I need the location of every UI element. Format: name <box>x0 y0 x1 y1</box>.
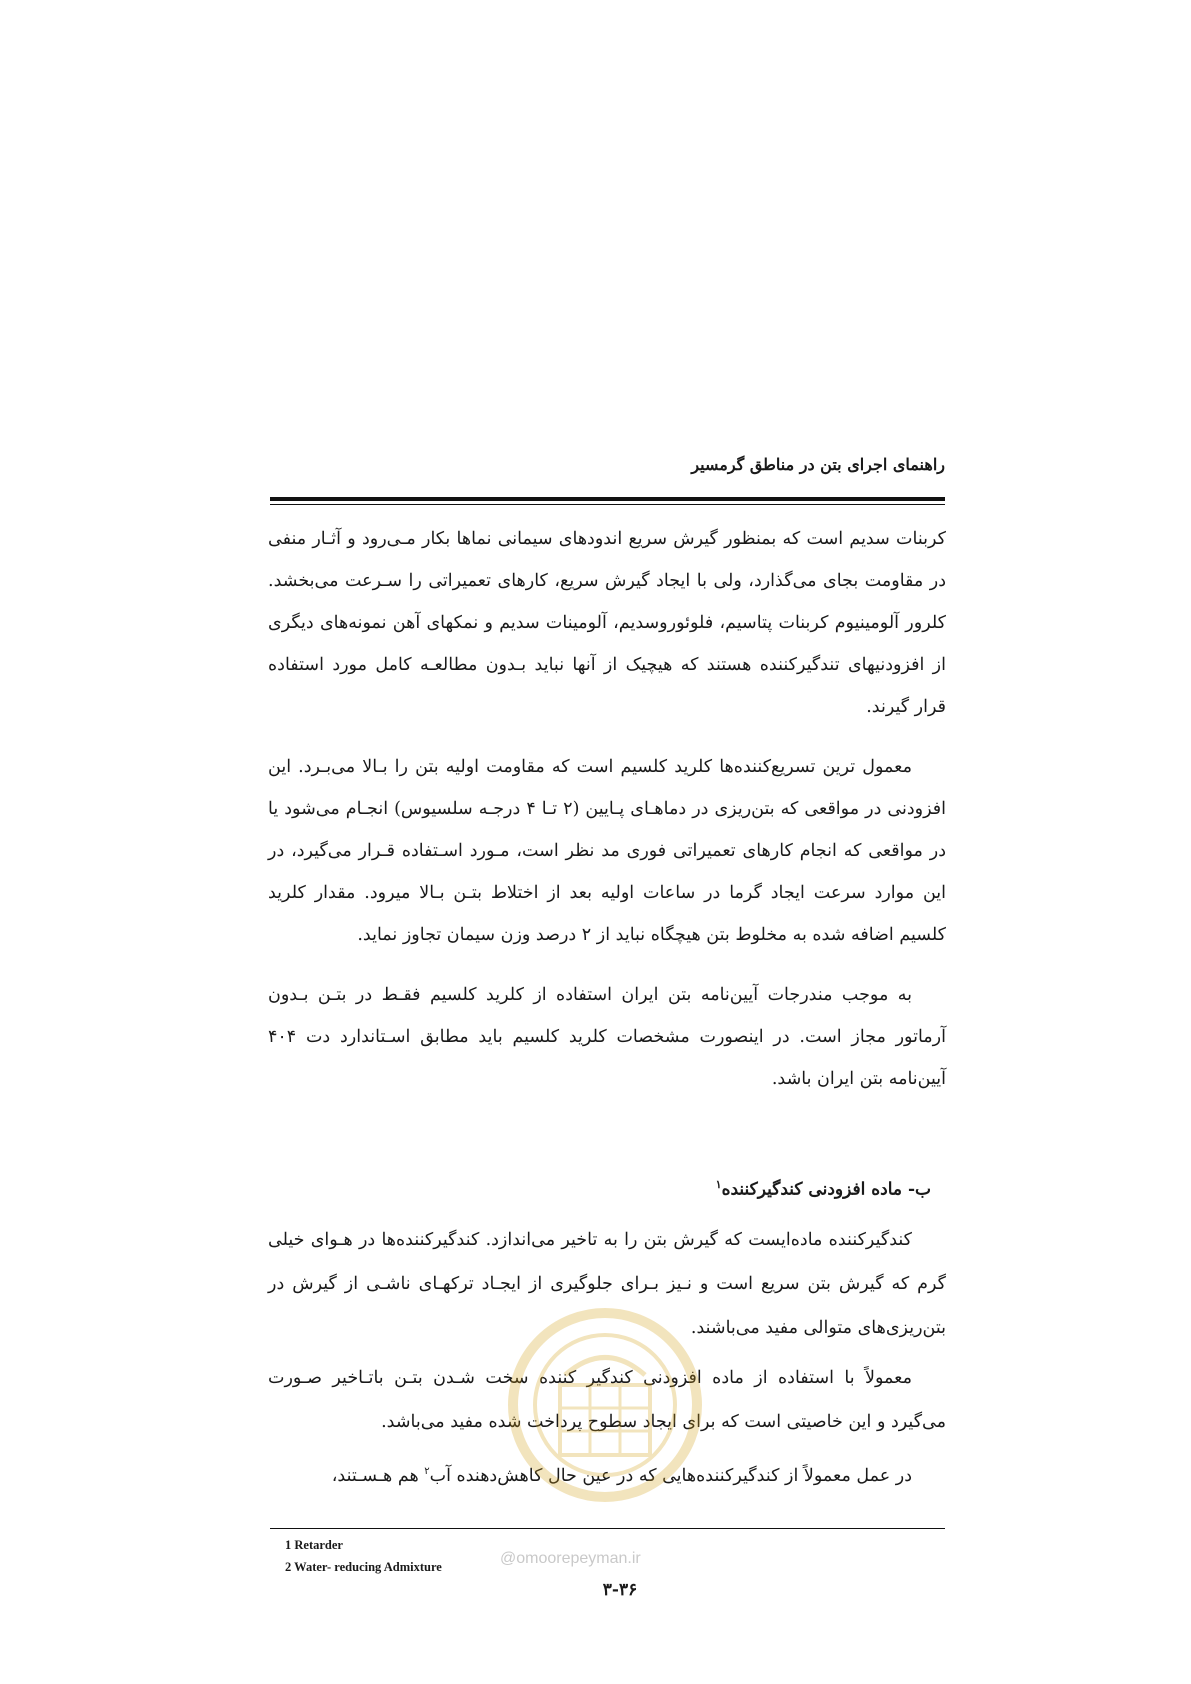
header-rule-thick <box>270 497 945 501</box>
footnote-1: 1 Retarder <box>285 1538 343 1552</box>
section-heading-text: ب- ماده افزودنی کندگیرکننده <box>721 1179 931 1200</box>
paragraph-retarder-finishing: معمولاً با استفاده از ماده افزودنی کندگیر کننده سخت شـدن بتـن باتـاخیر صـورت می‌گیرد و این خاصیتی است که برای ایجاد سطوح پرداخت شده مفید می‌باشد. <box>268 1368 946 1432</box>
footnotes <box>285 1534 442 1578</box>
watermark-url: @omoorepeyman.ir <box>500 1550 641 1567</box>
paragraph-sodium-carbonate: کربنات سدیم است که بمنظور گیرش سریع اندودهای سیمانی نماها بکار مـی‌رود و آثـار منفی در مقاومت بجای می‌گذارد، ولی با ایجاد گیرش سریع، کارهای تعمیراتی را سـرعت می‌بخشد. کلرور آلومینیوم کربنات پتاسیم، فلوئوروسدیم، آلومینات سدیم و نمکهای آهن نمونه‌های دیگری از افزودنیهای تندگیرکننده هستند که هیچیک از آنها نباید بـدون مطالعـه کامل مورد استفاده قرار گیرند. <box>268 529 946 717</box>
paragraph-retarder-definition: کندگیرکننده ماده‌ایست که گیرش بتن را به تاخیر می‌اندازد. کندگیرکننده‌ها در هـوای خیلی گرم که گیرش بتن سریع است و نـیز بـرای جلوگیری از ایجـاد ترکهـای ناشـی از گیرش در بتن‌ریزی‌های متوالی مفید می‌باشند. <box>268 1230 946 1338</box>
watermark-seal-icon <box>505 1305 705 1505</box>
section-heading <box>268 1178 943 1200</box>
header-rule-thin <box>270 504 945 505</box>
paragraph-iran-code: به موجب مندرجات آیین‌نامه بتن ایران استفاده از کلرید کلسیم فقـط در بتـن بـدون آرماتور مجاز است. در اینصورت مشخصات کلرید کلسیم باید مطابق اسـتاندارد دت ۴۰۴ آیین‌نامه بتن ایران باشد. <box>268 985 946 1089</box>
page-number: ۳-۳۶ <box>602 1580 638 1600</box>
footnote-2: 2 Water- reducing Admixture <box>285 1560 442 1574</box>
footnote-ref-2: ۲ <box>424 1466 430 1477</box>
paragraph-water-reducing-text: در عمل معمولاً از کندگیرکننده‌هایی که در عین حال کاهش‌دهنده آب <box>429 1465 912 1486</box>
running-title: راهنمای اجرای بتن در مناطق گرمسیر <box>691 455 945 474</box>
section1-body <box>268 518 946 1118</box>
paragraph-calcium-chloride: معمول ترین تسریع‌کننده‌ها کلرید کلسیم است که مقاومت اولیه بتن را بـالا می‌بـرد. این افزودنی در مواقعی که بتن‌ریزی در دماهـای پـایین (۲ تـا ۴ درجـه سلسیوس) انجـام می‌شود یا در مواقعی که انجام کارهای تعمیراتی فوری مد نظر است، مـورد اسـتفاده قـرار می‌گیرد، در این موارد سرعت ایجاد گرما در ساعات اولیه بعد از اختلاط بتـن بـالا میرود. مقدار کلرید کلسیم اضافه شده به مخلوط بتن هیچگاه نباید از ۲ درصد وزن سیمان تجاوز نماید. <box>268 757 946 945</box>
footnote-ref-1: ۱ <box>715 1178 722 1191</box>
footnote-rule <box>270 1528 945 1529</box>
paragraph-water-reducing-tail: هم هـسـتند، <box>331 1465 425 1486</box>
